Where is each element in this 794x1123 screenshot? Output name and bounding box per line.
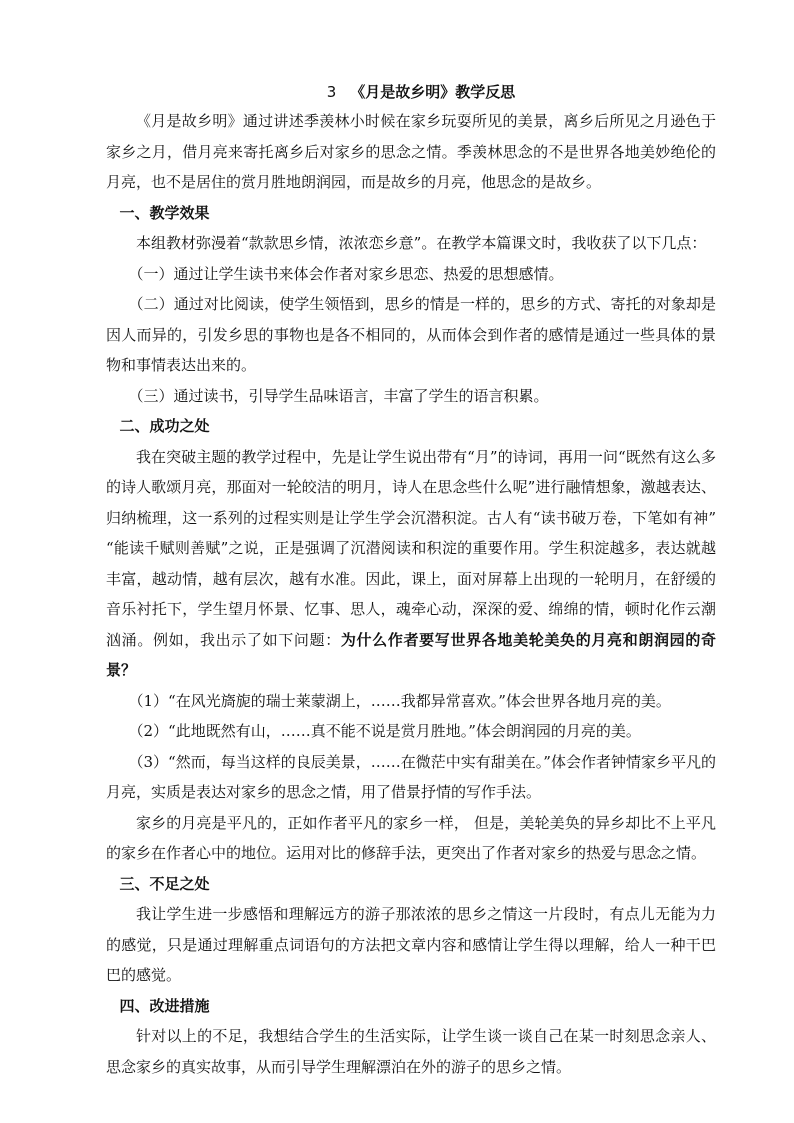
document-title <box>106 80 716 104</box>
document-page <box>106 80 716 1082</box>
section2-quote-3: （3）“然而，每当这样的良辰美景，……在微茫中实有甜美在。”体会作者钟情家乡平凡的月亮，实质是表达对家乡的思念之情，用了借景抒情的写作手法。 <box>106 752 716 801</box>
section1-item-2: （二）通过对比阅读，使学生领悟到，思乡的情是一样的，思乡的方式、寄托的对象却是因人而异的，引发乡思的事物也是各不相同的，从而体会到作者的感情是通过一些具体的景物和事情表达出来的。 <box>106 295 716 374</box>
section2-paragraph-1 <box>106 442 716 686</box>
section2-paragraph-1-text: 我在突破主题的教学过程中，先是让学生说出带有“月”的诗词，再用一问“既然有这么多的诗人歌颂月亮，那面对一轮皎洁的明月，诗人在思念些什么呢”进行融情想象，激越表达、归纳梳理，这一系列的过程实则是让学生学会沉潜积淀。古人有“读书破万卷，下笔如有神” “能读千赋则善赋”之说，正是强调了沉潜阅读和积淀的重要作用。学生积淀越多，表达就越丰富，越动情，越有层次，越有水准。因此，课上，面对屏幕上出现的一轮明月，在舒缓的音乐衬托下，学生望月怀景、忆事、思人，魂牵心动，深深的爱、绵绵的情，顿时化作云潮汹涌。例如，我出示了如下问题： <box>106 447 716 649</box>
section2-quote-2: （2）“此地既然有山，……真不能不说是赏月胜地。”体会朗润园的月亮的美。 <box>128 722 641 740</box>
section-heading-improvements: 四、改进措施 <box>119 996 210 1015</box>
title-number: 3 <box>326 83 337 101</box>
section-heading-teaching-effect: 一、教学效果 <box>119 203 210 222</box>
section1-item-1: （一）通过让学生读书来体会作者对家乡思恋、热爱的思想感情。 <box>128 264 564 283</box>
section-heading-shortcomings: 三、不足之处 <box>119 874 210 893</box>
section2-question: 为什么作者要写世界各地美轮美奂的月亮和朗润园的奇景？ <box>106 630 716 679</box>
section1-item-3: （三）通过读书，引导学生品味语言，丰富了学生的语言积累。 <box>128 386 549 405</box>
section2-paragraph-2: 家乡的月亮是平凡的，正如作者平凡的家乡一样， 但是，美轮美奂的异乡却比不上平凡的家乡在作者心中的地位。运用对比的修辞手法，更突出了作者对家乡的热爱与思念之情。 <box>106 813 716 862</box>
section4-paragraph: 针对以上的不足，我想结合学生的生活实际，让学生谈一谈自己在某一时刻思念亲人、思念家乡的真实故事，从而引导学生理解漂泊在外的游子的思乡之情。 <box>106 1027 716 1076</box>
section-heading-successes: 二、成功之处 <box>119 417 210 435</box>
title-text: 《月是故乡明》教学反思 <box>350 83 516 101</box>
section2-quote-1: （1）“在风光旖旎的瑞士莱蒙湖上，……我都异常喜欢。”体会世界各地月亮的美。 <box>128 691 671 710</box>
section1-lead: 本组教材弥漫着“款款思乡情，浓浓恋乡意”。在教学本篇课文时，我收获了以下几点： <box>136 234 707 252</box>
intro-paragraph: 《月是故乡明》通过讲述季羡林小时候在家乡玩耍所见的美景，离乡后所见之月逊色于家乡之月，借月亮来寄托离乡后对家乡的思念之情。季羡林思念的不是世界各地美妙绝伦的月亮，也不是居住的赏月胜地朗润园，而是故乡的月亮，他思念的是故乡。 <box>106 112 716 191</box>
section3-paragraph: 我让学生进一步感悟和理解远方的游子那浓浓的思乡之情这一片段时，有点儿无能为力的感觉，只是通过理解重点词语句的方法把文章内容和感情让学生得以理解，给人一种干巴巴的感觉。 <box>106 905 716 984</box>
